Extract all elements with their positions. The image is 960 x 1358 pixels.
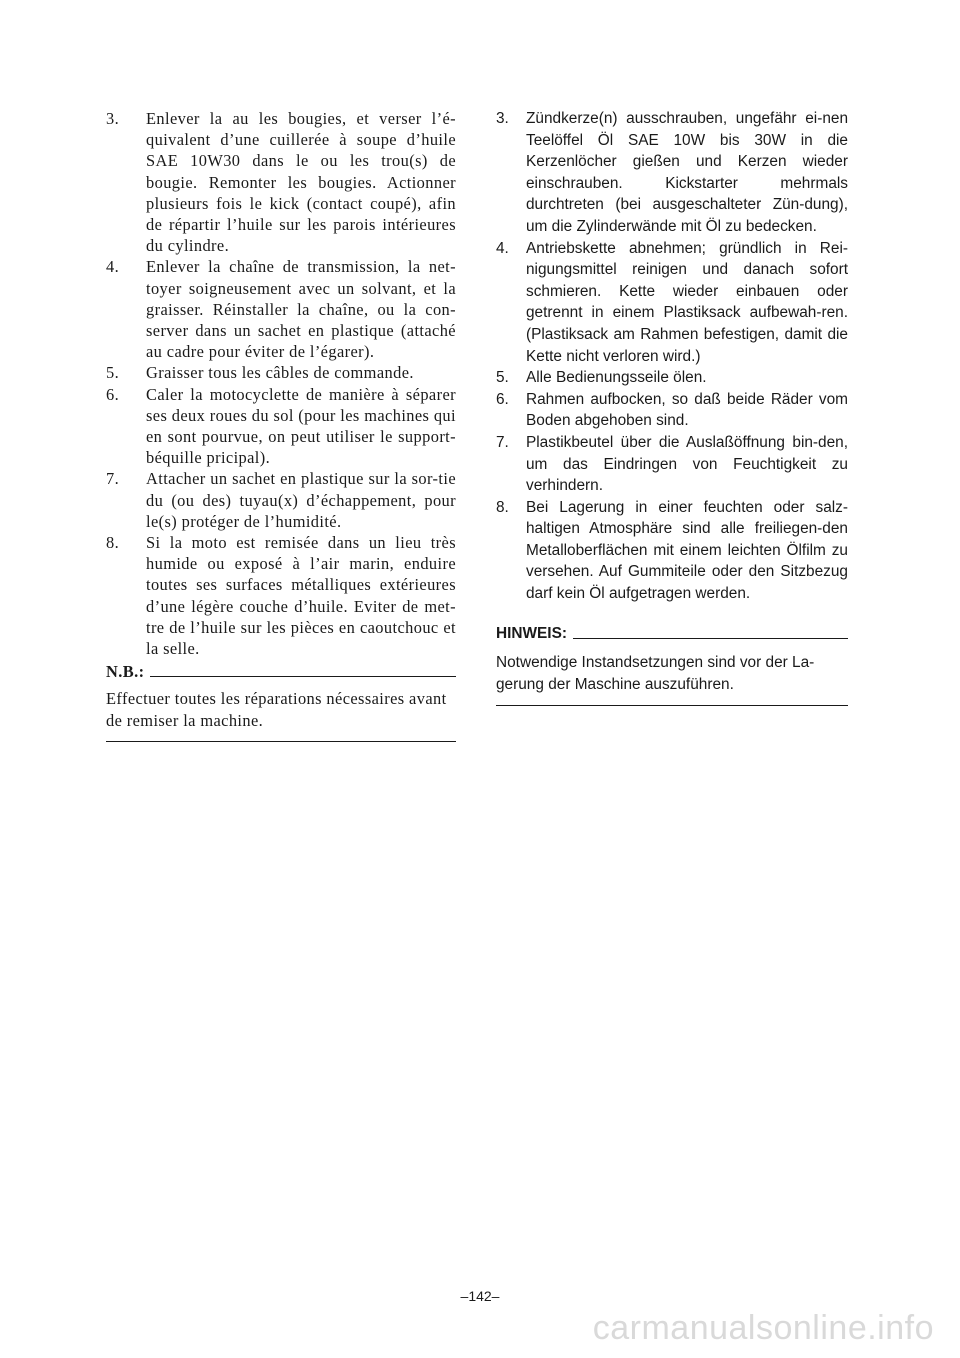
- list-item: [106, 256, 456, 362]
- page-number: –142–: [460, 1288, 500, 1304]
- list-item: [496, 389, 848, 432]
- list-item: [496, 497, 848, 605]
- list-item: [106, 384, 456, 469]
- item-number: 4.: [106, 257, 120, 277]
- item-text: Zündkerze(n) ausschrauben, ungefähr ei-nen Teelöffel Öl SAE 10W bis 30W in die Kerzenlöcher gießen und Kerzen wieder einschrauben. Kickstarter mehrmals durchtreten (bei ausgeschalteter Zün-dung), um die Zylinderwände mit Öl zu bedecken.: [526, 110, 848, 235]
- note-label: N.B.:: [106, 662, 145, 682]
- item-number: 6.: [496, 390, 509, 408]
- list-item: [496, 108, 848, 238]
- note-rule: [150, 676, 456, 677]
- note-end-rule: [106, 741, 456, 742]
- item-number: 6.: [106, 384, 120, 404]
- item-number: 3.: [496, 110, 509, 127]
- german-column: [496, 108, 848, 706]
- list-item: [106, 108, 456, 256]
- item-number: 8.: [496, 498, 509, 516]
- item-number: 7.: [496, 433, 509, 451]
- item-text: Graisser tous les câbles de commande.: [146, 363, 414, 383]
- item-text: Attacher un sachet en plastique sur la sor-tie du (ou des) tuyau(x) d’échappement, pour le(s) protéger de l’humidité.: [146, 469, 456, 531]
- note-heading: [496, 623, 848, 645]
- note-text: Notwendige Instandsetzungen sind vor der La-gerung der Maschine auszuführen.: [496, 654, 815, 693]
- item-text: Si la moto est remisée dans un lieu très humide ou exposé à l’air marin, enduire toutes ses surfaces métalliques extérieures d’une légère couche d’huile. Eviter de met-tre de l’huile sur les pièces en caoutchouc et la selle.: [146, 533, 456, 659]
- list-item: [496, 367, 848, 389]
- item-text: Caler la motocyclette de manière à séparer ses deux roues du sol (pour les machines qui en sont pourvue, on peut utiliser le support-béquille pricipal).: [146, 384, 456, 468]
- item-number: 5.: [496, 369, 509, 387]
- note-rule: [573, 638, 848, 639]
- item-text: Bei Lagerung in einer feuchten oder salz-haltigen Atmosphäre sind alle freiliegen-den Metalloberflächen mit einem leichten Ölfilm zu versehen. Auf Gummiteile oder den Sitzbezug darf kein Öl aufgetragen werden.: [526, 498, 848, 603]
- note-text: Effectuer toutes les réparations nécessaires avant de remiser la machine.: [106, 689, 447, 730]
- item-number: 7.: [106, 469, 120, 489]
- item-text: Antriebskette abnehmen; gründlich in Rei-nigungsmittel reinigen und danach sofort schmieren. Kette wieder einbauen oder getrennt in einem Plastiksack aufbewah-ren. (Plastiksack am Rahmen befestigen, damit die Kette nicht verloren wird.): [526, 239, 848, 365]
- item-text: Enlever la chaîne de transmission, la net-toyer soigneusement avec un solvant, et la graisser. Réinstaller la chaîne, ou la con-server dans un sachet en plastique (attaché au cadre pour éviter de l’égarer).: [146, 257, 456, 362]
- note-end-rule: [496, 705, 848, 706]
- item-text: Plastikbeutel über die Auslaßöffnung bin-den, um das Eindringen von Feuchtigkeit zu verhindern.: [526, 433, 848, 495]
- item-text: Alle Bedienungsseile ölen.: [526, 369, 707, 387]
- french-column: [106, 108, 456, 742]
- item-number: 3.: [106, 109, 120, 128]
- list-item: [106, 362, 456, 383]
- list-item: [496, 432, 848, 497]
- item-text: Rahmen aufbocken, so daß beide Räder vom Boden abgehoben sind.: [526, 390, 848, 430]
- item-text: Enlever la au les bougies, et verser l’é-quivalent d’une cuillerée à soupe d’huile SAE 10W30 dans le ou les trou(s) de bougie. Remonter les bougies. Actionner plusieurs fois le kick (contact coupé), afin de répartir l’huile sur les parois intérieures du cylindre.: [146, 109, 456, 256]
- list-item: [106, 532, 456, 659]
- item-number: 5.: [106, 363, 120, 383]
- list-item: [496, 238, 848, 368]
- item-number: 8.: [106, 533, 120, 553]
- note-label: HINWEIS:: [496, 624, 567, 642]
- list-item: [106, 468, 456, 532]
- watermark: carmanualsonline.info: [592, 1309, 934, 1347]
- note-heading: [106, 661, 456, 682]
- item-number: 4.: [496, 239, 509, 257]
